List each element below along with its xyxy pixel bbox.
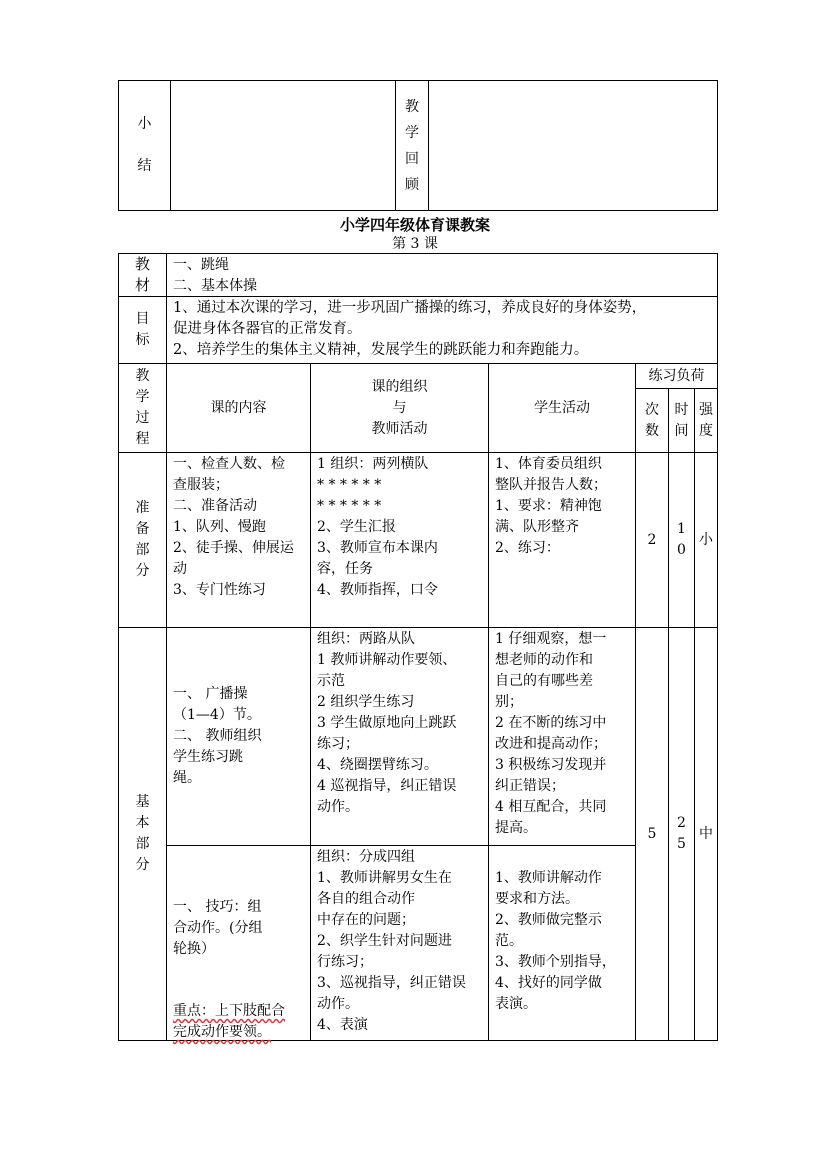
basic-times: 5 [635,627,669,1041]
basic-part1-student: 1 仔细观察，想一 想老师的动作和 自己的有哪些差 别； 2 在不断的练习中 改进和提高动作； 3 积极练习发现并 纠正错误； 4 相互配合，共同 提高。 [488,627,636,846]
prep-times: 2 [635,452,669,628]
goals-content: 1、通过本次课的学习，进一步巩固广播操的练习，养成良好的身体姿势， 促进身体各器官的正常发育。 2、培养学生的集体主义精神，发展学生的跳跃能力和奔跑能力。 [166,296,718,364]
process-header: 教 学 过 程 [118,363,167,453]
duration-header: 时 间 [668,388,695,453]
page-title: 小学四年级体育课教案 [339,216,490,234]
review-label: 教 学 回 顾 [395,80,429,211]
basic-part2-student: 1、教师讲解动作 要求和方法。 2、教师做完整示 范。 3、教师个别指导， 4、找好的同学做 表演。 [488,845,636,1041]
intensity-header: 强 度 [694,388,718,453]
times-header: 次 数 [635,388,669,453]
organization-header: 课的组织 与 教师活动 [310,363,489,453]
summary-label: 小 结 [118,80,171,211]
review-cell [428,80,718,211]
goals-label: 目 标 [118,296,167,364]
summary-cell [170,80,396,211]
lesson-number: 第 3 课 [392,236,438,252]
basic-duration: 2 5 [668,627,695,1041]
student-header: 学生活动 [488,363,636,453]
prep-organization: 1 组织：两列横队 * * * * * * * * * * * * 2、学生汇报 3、教师宣布本课内 容，任务 4、教师指挥，口令 [310,452,489,628]
prep-content: 一、检查人数、检 查服装； 二、准备活动 1、队列、慢跑 2、徒手操、伸展运 动 3、专门性练习 [166,452,311,628]
content-header: 课的内容 [166,363,311,453]
basic-label: 基 本 部 分 [118,627,167,1041]
prep-student: 1、体育委员组织 整队并报告人数； 1、要求：精神饱 满、队形整齐 2、练习： [488,452,636,628]
basic-part2-organization: 组织：分成四组 1、教师讲解男女生在 各自的组合动作 中存在的问题； 2、织学生针对问题进 行练习； 3、巡视指导，纠正错误 动作。 4、表演 [310,845,489,1041]
prep-intensity: 小 [694,452,718,628]
basic-part1-content: 一、 广播操 （1—4）节。 二、 教师组织 学生练习跳 绳。 [166,627,311,846]
materials-label: 教 材 [118,253,167,297]
prep-label: 准 备 部 分 [118,452,167,628]
load-header: 练习负荷 [635,363,718,389]
materials-content: 一、跳绳 二、基本体操 [166,253,718,297]
basic-part2-cell [166,845,311,1041]
basic-intensity: 中 [694,627,718,1041]
prep-duration: 1 0 [668,452,695,628]
basic-part2-key-point: 重点：上下肢配合 完成动作要领。 [173,1003,285,1040]
basic-part1-organization: 组织：两路从队 1 教师讲解动作要领、 示范 2 组织学生练习 3 学生做原地向上跳跃 练习； 4、绕圈摆臂练习。 4 巡视指导，纠正错误 动作。 [310,627,489,846]
basic-part2-content: 一、 技巧：组 合动作。(分组 轮换） [173,899,263,957]
